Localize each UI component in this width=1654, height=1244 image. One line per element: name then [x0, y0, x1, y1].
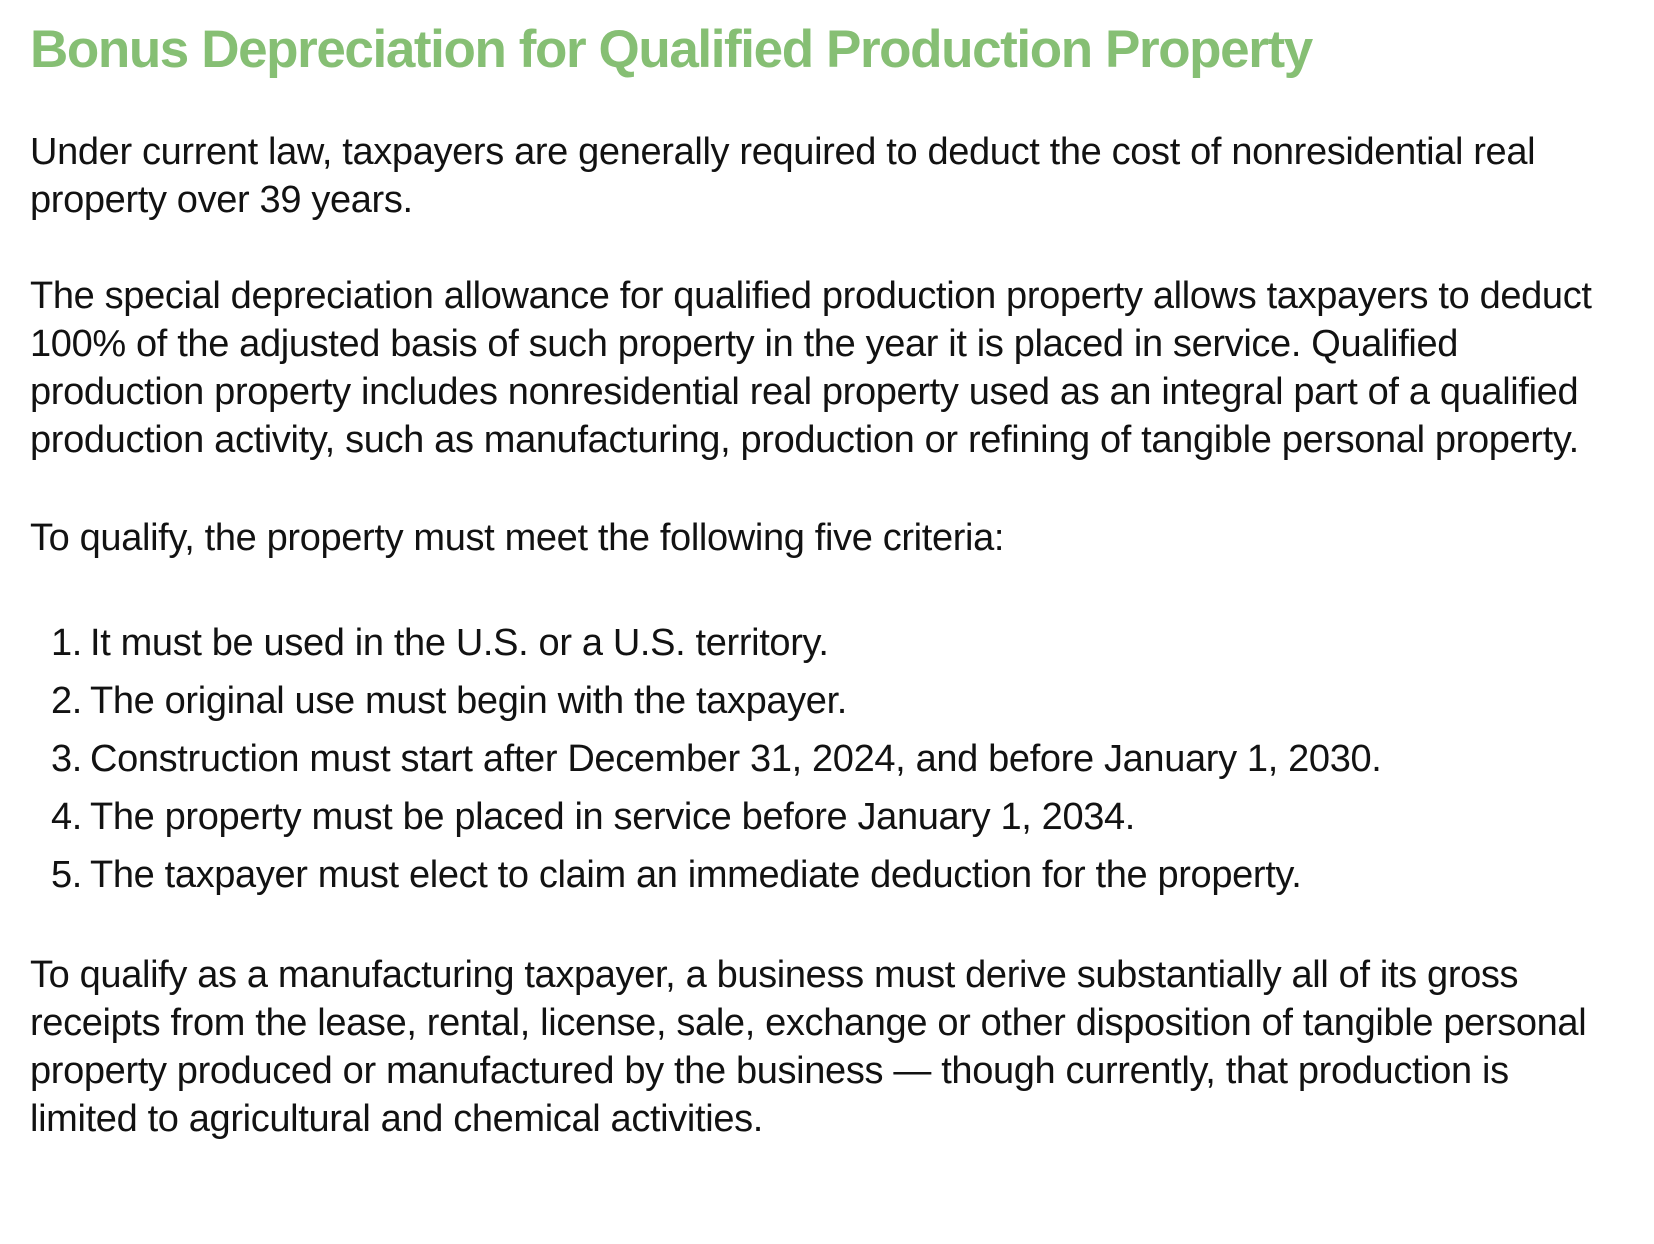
criteria-text: It must be used in the U.S. or a U.S. territory.: [90, 622, 829, 664]
criteria-text: Construction must start after December 31, 2024, and before January 1, 2030.: [90, 738, 1382, 780]
criteria-intro-paragraph: To qualify, the property must meet the following five criteria:: [30, 517, 1005, 559]
criteria-number: 5.: [51, 854, 82, 896]
criteria-item: [30, 614, 1624, 672]
criteria-number: 3.: [51, 738, 82, 780]
criteria-item: [30, 788, 1624, 846]
criteria-number: 4.: [51, 796, 82, 838]
criteria-text: The original use must begin with the taxpayer.: [90, 680, 847, 722]
manufacturing-taxpayer-paragraph: To qualify as a manufacturing taxpayer, a business must derive substantially all of its gross receipts from the lease, rental, license, sale, exchange or other disposition of tangible personal property produced or manufactured by the business — though currently, that production is limited to agricultural and chemical activities.: [30, 954, 1587, 1140]
intro-paragraph: Under current law, taxpayers are generally required to deduct the cost of nonresidential real property over 39 years.: [30, 131, 1536, 221]
criteria-item: [30, 672, 1624, 730]
criteria-text: The property must be placed in service before January 1, 2034.: [90, 796, 1136, 838]
allowance-paragraph: The special depreciation allowance for qualified production property allows taxpayers to deduct 100% of the adjusted basis of such property in the year it is placed in service. Qualified production property includes nonresidential real property used as an integral part of a qualified production activity, such as manufacturing, production or refining of tangible personal property.: [30, 275, 1592, 461]
criteria-number: 1.: [51, 622, 82, 664]
page-title: Bonus Depreciation for Qualified Production Property: [30, 20, 1312, 79]
criteria-list: [30, 614, 1624, 904]
criteria-item: [30, 730, 1624, 788]
criteria-number: 2.: [51, 680, 82, 722]
criteria-item: [30, 846, 1624, 904]
criteria-text: The taxpayer must elect to claim an immediate deduction for the property.: [90, 854, 1302, 896]
